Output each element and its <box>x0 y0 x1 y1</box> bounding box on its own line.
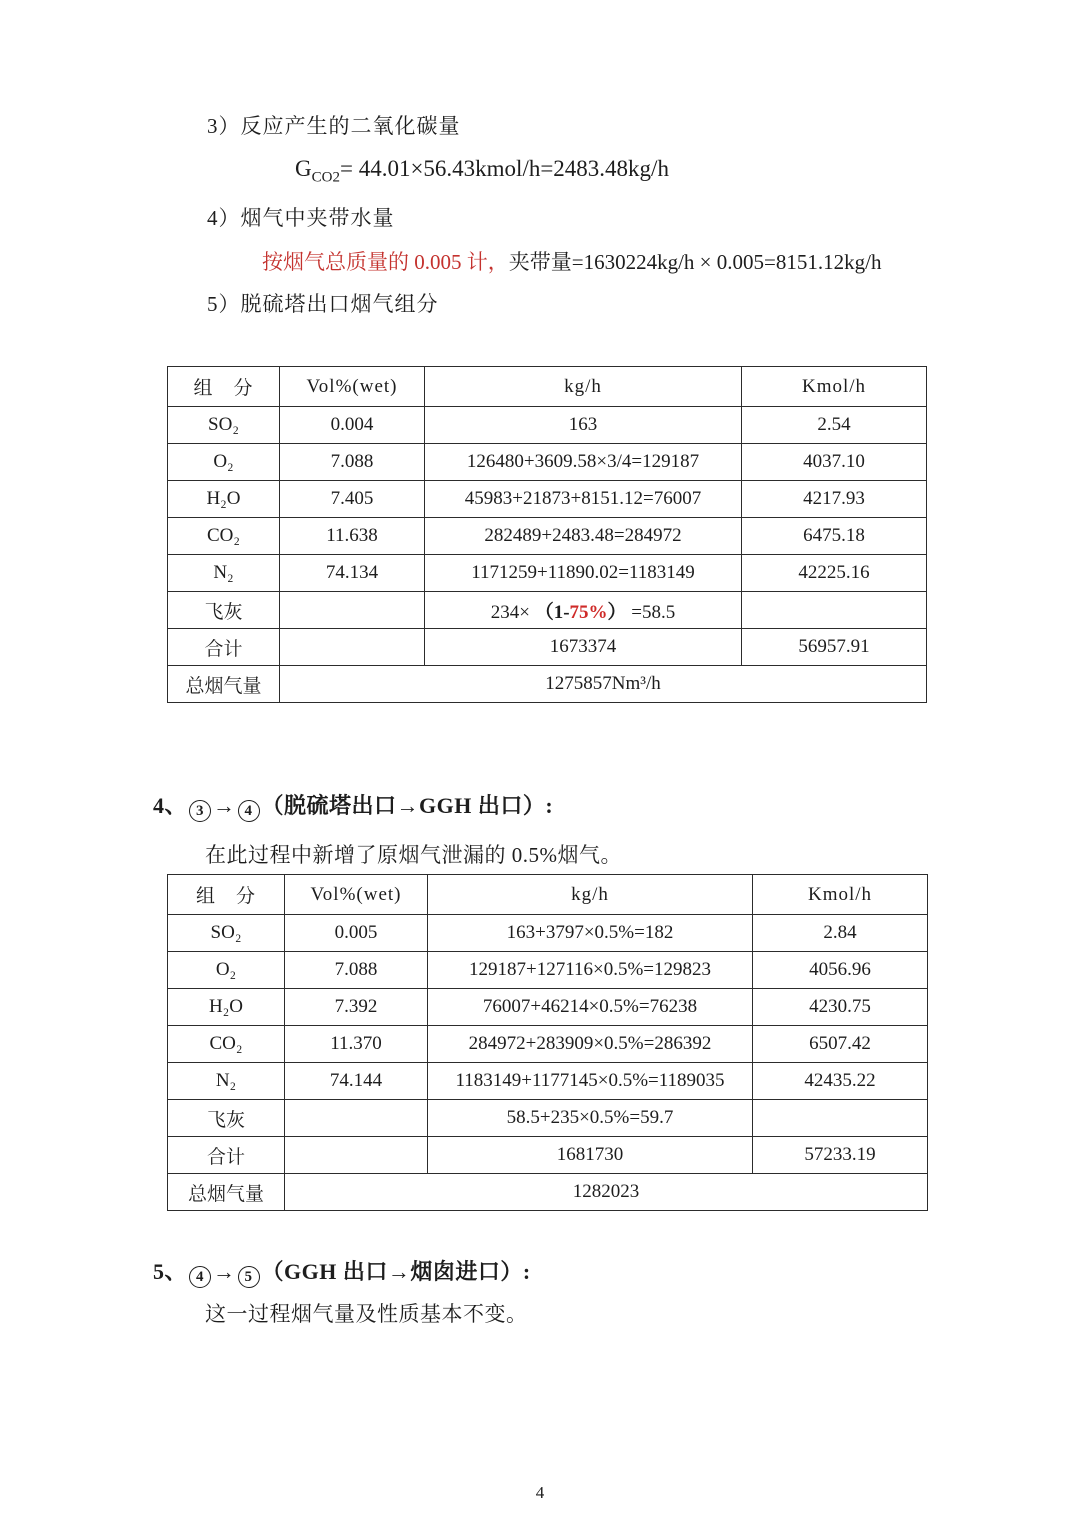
water-line-black-part: 夹带量=1630224kg/h × 0.005=8151.12kg/h <box>508 250 882 274</box>
cell-component: N₂ <box>168 1063 285 1100</box>
cell-vol: 11.370 <box>285 1026 428 1063</box>
cell-component: CO₂ <box>168 518 280 555</box>
formula-base: G <box>295 156 312 181</box>
cell-kmolh-empty <box>742 592 927 629</box>
table-ggh-outlet-composition <box>167 874 928 1211</box>
flyash-red-percent: 75% <box>569 601 608 623</box>
cell-component: 飞灰 <box>168 592 280 629</box>
cell-kmolh: 6475.18 <box>742 518 927 555</box>
section5-paragraph: 这一过程烟气量及性质基本不变。 <box>205 1302 528 1326</box>
cell-vol: 7.088 <box>285 952 428 989</box>
cell-total-kmolh: 56957.91 <box>742 629 927 666</box>
cell-component: N₂ <box>168 555 280 592</box>
cell-vol: 7.392 <box>285 989 428 1026</box>
cell-component: O₂ <box>168 444 280 481</box>
table-row-total <box>168 1137 928 1174</box>
cell-total-gas-label: 总烟气量 <box>168 1174 285 1211</box>
item4-heading: 4）烟气中夹带水量 <box>207 206 395 230</box>
section4-number: 4、 <box>153 793 188 818</box>
section5-title: （GGH 出口→烟囱进口）: <box>261 1259 531 1284</box>
cell-component: O₂ <box>168 952 285 989</box>
header-vol: Vol%(wet) <box>285 875 428 915</box>
cell-kgh: 126480+3609.58×3/4=129187 <box>425 444 742 481</box>
cell-vol: 11.638 <box>280 518 425 555</box>
table-header-row <box>168 875 928 915</box>
section5-heading <box>153 1255 531 1288</box>
cell-vol <box>285 1100 428 1137</box>
header-component: 组 分 <box>168 875 285 915</box>
cell-kgh: 163+3797×0.5%=182 <box>428 915 753 952</box>
page-number: 4 <box>535 1483 545 1502</box>
table-row <box>168 989 928 1026</box>
cell-vol: 74.144 <box>285 1063 428 1100</box>
table-row <box>168 481 927 518</box>
cell-total-kgh: 1673374 <box>425 629 742 666</box>
cell-kgh: 58.5+235×0.5%=59.7 <box>428 1100 753 1137</box>
cell-vol: 7.405 <box>280 481 425 518</box>
cell-vol: 0.005 <box>285 915 428 952</box>
cell-kmolh: 42435.22 <box>753 1063 928 1100</box>
circled-3-icon: 3 <box>189 800 211 822</box>
section4-heading <box>153 789 553 822</box>
table-row <box>168 444 927 481</box>
cell-kmolh: 4217.93 <box>742 481 927 518</box>
section4-paragraph: 在此过程中新增了原烟气泄漏的 0.5%烟气。 <box>205 843 622 867</box>
circled-5-icon: 5 <box>238 1266 260 1288</box>
flyash-paren-close: ） <box>607 601 627 623</box>
table-row-total-gas <box>168 1174 928 1211</box>
table-row-flyash <box>168 592 927 629</box>
cell-kmolh: 42225.16 <box>742 555 927 592</box>
cell-component: SO₂ <box>168 915 285 952</box>
cell-kgh-flyash <box>425 592 742 629</box>
table-row <box>168 1026 928 1063</box>
co2-formula <box>295 156 669 187</box>
water-line-red-part: 按烟气总质量的 0.005 计， <box>262 250 509 274</box>
water-entrainment-line <box>262 246 881 276</box>
item3-heading: 3）反应产生的二氧化碳量 <box>207 114 461 138</box>
cell-component: CO₂ <box>168 1026 285 1063</box>
arrow-icon: → <box>213 793 236 818</box>
cell-kmolh <box>753 1100 928 1137</box>
cell-vol: 0.004 <box>280 407 425 444</box>
cell-component: 飞灰 <box>168 1100 285 1137</box>
cell-total-kmolh: 57233.19 <box>753 1137 928 1174</box>
flyash-paren-open: （1- <box>534 601 570 623</box>
table-row <box>168 1063 928 1100</box>
cell-kmolh: 4037.10 <box>742 444 927 481</box>
cell-kgh: 284972+283909×0.5%=286392 <box>428 1026 753 1063</box>
flyash-expr-post: =58.5 <box>626 601 676 623</box>
cell-component: H₂O <box>168 481 280 518</box>
cell-kgh: 1171259+11890.02=1183149 <box>425 555 742 592</box>
circled-4-icon: 4 <box>238 800 260 822</box>
cell-vol-empty <box>280 629 425 666</box>
cell-kmolh: 2.54 <box>742 407 927 444</box>
flyash-expr-pre: 234× <box>490 601 535 623</box>
cell-kmolh: 4230.75 <box>753 989 928 1026</box>
cell-kgh: 282489+2483.48=284972 <box>425 518 742 555</box>
cell-kmolh: 2.84 <box>753 915 928 952</box>
table-row <box>168 518 927 555</box>
formula-rest: = 44.01×56.43kmol/h=2483.48kg/h <box>339 156 669 181</box>
cell-component: SO₂ <box>168 407 280 444</box>
cell-total-label: 合计 <box>168 1137 285 1174</box>
cell-vol-empty <box>280 592 425 629</box>
cell-kgh: 1183149+1177145×0.5%=1189035 <box>428 1063 753 1100</box>
table-row-total <box>168 629 927 666</box>
cell-kgh: 45983+21873+8151.12=76007 <box>425 481 742 518</box>
circled-4-icon: 4 <box>189 1266 211 1288</box>
table-row-flyash <box>168 1100 928 1137</box>
header-kmolh: Kmol/h <box>753 875 928 915</box>
cell-kmolh: 4056.96 <box>753 952 928 989</box>
cell-vol-empty <box>285 1137 428 1174</box>
cell-total-gas-value: 1275857Nm³/h <box>280 666 927 703</box>
table-row <box>168 952 928 989</box>
cell-total-label: 合计 <box>168 629 280 666</box>
cell-kmolh: 6507.42 <box>753 1026 928 1063</box>
cell-vol: 74.134 <box>280 555 425 592</box>
table-row <box>168 555 927 592</box>
cell-vol: 7.088 <box>280 444 425 481</box>
table-header-row <box>168 367 927 407</box>
header-kgh: kg/h <box>425 367 742 407</box>
item5-heading: 5）脱硫塔出口烟气组分 <box>207 292 439 316</box>
header-kmolh: Kmol/h <box>742 367 927 407</box>
cell-kgh: 76007+46214×0.5%=76238 <box>428 989 753 1026</box>
header-component: 组 分 <box>168 367 280 407</box>
cell-kgh: 129187+127116×0.5%=129823 <box>428 952 753 989</box>
cell-kgh: 163 <box>425 407 742 444</box>
cell-component: H₂O <box>168 989 285 1026</box>
cell-total-gas-value: 1282023 <box>285 1174 928 1211</box>
header-kgh: kg/h <box>428 875 753 915</box>
table-row <box>168 407 927 444</box>
table-row-total-gas <box>168 666 927 703</box>
cell-total-kgh: 1681730 <box>428 1137 753 1174</box>
header-vol: Vol%(wet) <box>280 367 425 407</box>
section4-title: （脱硫塔出口→GGH 出口）: <box>261 793 554 818</box>
arrow-icon: → <box>213 1259 236 1284</box>
cell-total-gas-label: 总烟气量 <box>168 666 280 703</box>
section5-number: 5、 <box>153 1259 188 1284</box>
table-row <box>168 915 928 952</box>
table-tower-outlet-composition <box>167 366 927 703</box>
formula-subscript: CO2 <box>311 169 340 186</box>
